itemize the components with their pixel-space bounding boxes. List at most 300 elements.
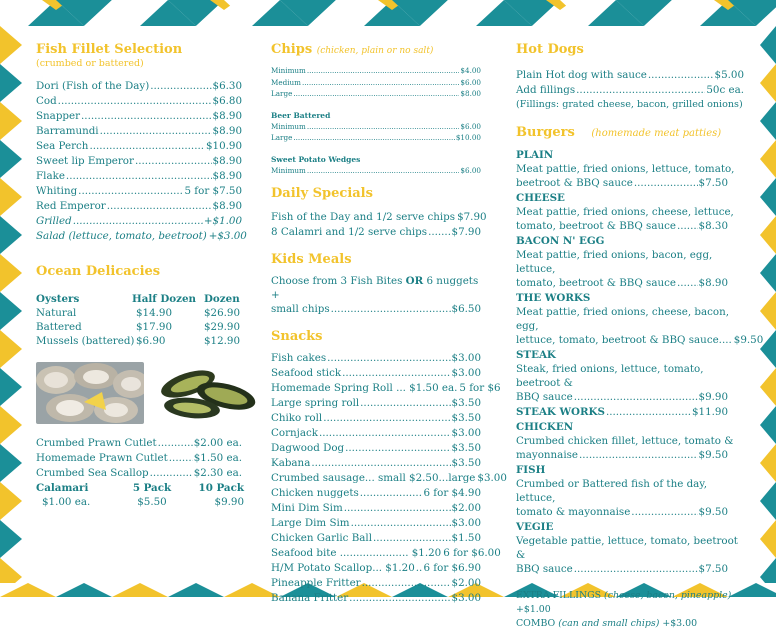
sweet-item-leader [307,165,460,177]
snack-item-price: $3.00 [451,427,481,439]
right-triangle [760,140,776,178]
fish-item-price: $6.30 [212,80,242,92]
fish-item-price: $8.90 [212,155,242,167]
snack-item [271,381,501,396]
beer-battered-list [271,121,481,144]
snack-item-label: Crumbed sausage... small $2.50...large [271,472,476,484]
burger-price: $8.90 [698,277,728,289]
snack-item-price: 6 for $6.00 [443,547,501,559]
kids-or: OR [405,275,424,287]
snack-item-label: Chicken nuggets [271,487,359,499]
snack-item-label: Fish cakes [271,352,327,364]
ocean-title: Ocean Delicacies [36,264,161,279]
hotdog-item-leader [648,68,714,83]
left-triangle [0,368,22,406]
snack-item-leader [349,591,450,606]
burger-item [516,291,764,348]
burger-price: $9.50 [698,506,728,518]
snack-item [271,396,481,411]
burger-item [516,148,740,191]
burger-price: $9.90 [698,391,728,403]
burger-desc-line1: Meat pattie, fried onions, cheese, lettuce, [516,206,734,218]
chips-size-item [271,88,481,100]
burger-desc-line2 [516,333,764,348]
kids-line1-a: Choose from 3 Fish Bites [271,275,406,287]
special-item [271,225,481,240]
oyster-dozen-price: $12.90 [204,335,241,347]
right-triangle [760,64,776,102]
burger-desc-line2 [516,448,728,463]
snack-item-leader [416,561,423,576]
hotdog-item [516,83,744,98]
fish-item-label: Snapper [36,110,81,122]
hotdog-item-label: Plain Hot dog with sauce [516,69,647,81]
column-left [36,42,247,509]
sweet-potato-title: Sweet Potato Wedges [271,154,361,164]
oysters-photo [36,362,144,424]
burger-desc-line1: Steak, fried onions, lettuce, tomato, beetroot & [516,363,704,389]
burger-desc-line2 [516,219,728,234]
fish-item [36,229,247,244]
burger-name: FISH [516,464,546,476]
steak-works-line [516,405,728,420]
specials-title: Daily Specials [271,186,373,201]
snack-item [271,456,481,471]
fish-item [36,94,242,109]
beer-item-price: $6.00 [460,121,481,131]
snack-item [271,546,501,561]
fish-item-leader [135,154,212,169]
chips-title-text: Chips [271,42,313,57]
snack-item-price: 5 for $6 [459,382,501,394]
calamari-each: $1.00 ea. [42,496,91,508]
snack-item [271,591,481,606]
snack-item-label: Large spring roll [271,397,360,409]
snack-item-price: $3.00 [451,352,481,364]
burger-item [516,348,740,405]
chips-size-item-leader [307,65,460,77]
burger-desc-line1: Crumbed or Battered fish of the day, lettuce, [516,478,708,504]
beer-item-leader [293,132,454,144]
beer-item [271,132,481,144]
snack-item [271,441,481,456]
calamari-5pack-price: $5.50 [137,496,167,508]
right-triangle [760,368,776,406]
chips-size-item-price: $8.00 [460,89,481,98]
right-triangle [760,178,776,216]
steak-works-name: STEAK WORKS [516,406,605,418]
left-triangle [0,254,22,292]
left-triangle [0,444,22,482]
snack-item-label: Cornjack [271,427,318,439]
burgers-title-text: Burgers [516,125,575,140]
burger-list-2 [516,420,740,577]
beer-item [271,121,481,133]
ocean-item-leader [169,451,193,466]
burger-price: $9.50 [733,334,764,346]
burger-name: CHEESE [516,192,565,204]
chips-size-item-label: Medium [271,77,301,87]
hotdogs-title: Hot Dogs [516,42,584,57]
snack-item-label: Homemade Spring Roll ... $1.50 ea. [271,382,458,394]
beer-item-label: Minimum [271,121,306,131]
left-triangle [0,140,22,178]
burger-name: PLAIN [516,149,554,161]
kids-line1-b: 6 nuggets + [271,275,479,301]
combo-label: COMBO [516,618,556,629]
snack-item-leader [345,441,450,456]
burgers-title [516,125,744,142]
burger-desc-line1: Vegetable pattie, lettuce, tomato, beetroot & [516,535,738,561]
burger-price: $7.50 [698,563,728,575]
burger-name: STEAK [516,349,556,361]
fish-item-label: Whiting [36,185,78,197]
beer-item-label: Large [271,133,293,142]
special-item-price: $7.90 [457,211,487,223]
right-triangle [760,558,776,583]
bottom-triangle [0,583,56,597]
combo-line [516,617,744,631]
fish-item-leader [89,139,205,154]
fish-item-price: +$3.00 [208,230,247,242]
fish-item [36,199,242,214]
bottom-triangle [56,583,112,597]
fish-fillet-title: Fish Fillet Selection [36,42,183,57]
oyster-type: Mussels (battered) [36,335,135,347]
left-triangle [0,520,22,558]
right-triangle [760,26,776,64]
snack-item-price: $3.50 [451,412,481,424]
chips-block [271,65,481,176]
burger-desc-line2 [516,276,728,291]
hotdog-item-price: 50c ea. [706,84,744,96]
column-middle [271,42,507,606]
burger-desc-line2 [516,562,728,577]
left-triangle [0,558,22,583]
oysters-header [36,292,242,306]
fish-item [36,214,242,229]
ocean-item-leader [158,436,193,451]
fish-item-label: Flake [36,170,65,182]
snack-item [271,576,481,591]
oysters-header-name: Oysters [36,293,80,305]
left-triangle [0,64,22,102]
left-triangle [0,26,22,64]
ocean-item-label: Homemade Prawn Cutlet [36,452,168,464]
fish-item [36,154,242,169]
oyster-row [36,306,242,320]
sweet-potato-list [271,165,481,177]
fish-item-label: Red Emperor [36,200,106,212]
fish-item-price: 5 for $7.50 [184,185,242,197]
snack-item-leader [323,411,450,426]
burger-desc-line1: Meat pattie, fried onions, cheese, bacon, egg, [516,306,730,332]
right-triangle [760,216,776,254]
fish-item-label: Salad (lettuce, tomato, beetroot) [36,230,207,242]
sweet-item-price: $6.00 [460,165,481,175]
kids-line2: small chips [271,303,330,315]
fish-item [36,79,242,94]
snack-item-label: Banana Fritter [271,592,349,604]
chips-subtitle: (chicken, plain or no salt) [316,46,434,56]
left-triangle [0,482,22,520]
special-item-price: $7.90 [451,226,481,238]
burger-name: VEGIE [516,521,554,533]
specials-list [271,210,487,240]
burger-desc-line2-text: tomato, beetroot & BBQ sauce [516,277,676,289]
sweet-item-label: Minimum [271,165,306,175]
fish-item [36,109,242,124]
burger-name: CHICKEN [516,421,574,433]
calamari-header-name: Calamari [36,482,89,494]
burger-price: $8.30 [698,220,728,232]
burger-desc-line2-text: tomato & mayonnaise [516,506,631,518]
fish-item [36,169,242,184]
calamari-header-5pack: 5 Pack [132,482,172,494]
calamari-row [36,495,242,509]
snack-item-label: Seafood bite ..................... $1.20 [271,547,442,559]
left-triangle [0,102,22,140]
snack-item [271,531,481,546]
fish-item-leader [107,199,212,214]
beer-battered-title: Beer Battered [271,110,331,120]
burger-name: BACON N' EGG [516,235,605,247]
hotdog-item-label: Add fillings [516,84,576,96]
fish-item-label: Sea Perch [36,140,89,152]
burger-desc-line2-text: lettuce, tomato, beetroot & BBQ sauce.... [516,334,732,346]
snack-item [271,516,481,531]
ocean-item-price: $2.00 ea. [193,437,242,449]
fish-item-price: $6.80 [212,95,242,107]
special-item-label: Fish of the Day and 1/2 serve chips [271,211,456,223]
burger-desc-line2 [516,390,728,405]
fish-item-price: $10.90 [205,140,242,152]
burger-desc-line2-text: mayonnaise [516,449,578,461]
burger-desc-line2-text: BBQ sauce [516,391,573,403]
snack-item-label: Kabana [271,457,311,469]
burger-name: THE WORKS [516,292,591,304]
fish-item-price: $8.90 [212,200,242,212]
chips-size-item-leader [293,88,459,100]
kids-title: Kids Meals [271,252,352,267]
snack-item-leader [327,351,450,366]
snack-item-price: $2.00 [451,577,481,589]
snack-item-label: H/M Potato Scallop... $1.20 [271,562,415,574]
beer-item-leader [307,121,460,133]
snack-item-label: Large Dim Sim [271,517,350,529]
right-triangle [760,254,776,292]
oyster-row [36,320,242,334]
kids-price-line [271,302,481,317]
hotdog-item-price: $5.00 [714,69,744,81]
calamari-10pack-price: $9.90 [214,496,244,508]
kids-price: $6.50 [451,303,481,315]
oyster-type: Battered [36,321,82,333]
burger-list [516,148,764,405]
fish-item-price: $8.90 [212,170,242,182]
fish-item-leader [150,79,211,94]
right-triangle [760,292,776,330]
burger-desc-line1: Crumbed chicken fillet, lettuce, tomato & [516,435,734,447]
burger-desc-line2-text: tomato, beetroot & BBQ sauce [516,220,676,232]
burger-item [516,463,740,520]
snack-item-price: $1.50 [451,532,481,544]
extra-fillings-label: EXTRA FILLINGS [516,590,602,601]
oyster-type: Natural [36,307,77,319]
extra-fillings-line [516,589,744,617]
right-triangle [760,520,776,558]
snack-item-leader [373,531,451,546]
hotdogs-note: (Fillings: grated cheese, bacon, grilled onions) [516,99,743,110]
oyster-half-price: $17.90 [136,321,173,333]
snack-item [271,411,481,426]
snack-item-leader [360,396,450,411]
chips-title [271,42,481,59]
snack-item-price: $3.00 [451,592,481,604]
snack-item [271,486,481,501]
chips-size-item [271,65,481,77]
left-triangle-band [0,26,22,583]
snack-item-label: Chicken Garlic Ball [271,532,373,544]
oyster-dozen-price: $29.90 [204,321,241,333]
snack-item-label: Pineapple Fritter [271,577,361,589]
fish-item [36,124,242,139]
calamari-header-10pack: 10 Pack [198,482,244,494]
mussels-photo [152,362,260,424]
chips-sizes [271,65,481,100]
snacks-title: Snacks [271,329,323,344]
fish-item-price: $8.90 [212,110,242,122]
snacks-list [271,351,507,606]
oyster-half-price: $14.90 [136,307,173,319]
ocean-item [36,451,242,466]
snack-item-price: $3.00 [477,472,507,484]
column-right [516,42,764,631]
combo-price: +$3.00 [662,618,698,629]
chips-size-item-price: $4.00 [460,66,481,75]
snack-item-price: $3.50 [451,397,481,409]
left-triangle [0,216,22,254]
oyster-row [36,334,242,348]
fish-item-leader [73,214,203,229]
burger-price: $9.50 [698,449,728,461]
snack-item-price: 6 for $6.90 [423,562,481,574]
ocean-item-price: $1.50 ea. [193,452,242,464]
fish-item-label: Dori (Fish of the Day) [36,80,150,92]
right-triangle [760,482,776,520]
hotdog-list [516,68,744,98]
snack-item-leader [311,456,450,471]
snack-item-leader [351,516,451,531]
burger-item [516,520,740,577]
snack-item-price: $3.00 [451,517,481,529]
snack-item-leader [342,366,450,381]
special-item-leader [428,225,450,240]
ocean-item-price: $2.30 ea. [193,467,242,479]
snack-item [271,351,481,366]
snack-item [271,366,481,381]
hotdog-item-leader [576,83,705,98]
fish-item-label: Sweet lip Emperor [36,155,134,167]
bottom-triangle [168,583,224,597]
fish-item-label: Cod [36,95,57,107]
beer-item-price: $10.00 [455,133,481,142]
fish-fillet-list [36,79,247,244]
burger-desc-line2 [516,505,728,520]
ocean-item [36,436,242,451]
oysters-table [36,292,242,348]
right-triangle [760,406,776,444]
snack-item [271,501,481,516]
extras-block [516,589,744,631]
fish-item-leader [66,169,212,184]
snack-item-label: Dagwood Dog [271,442,345,454]
fish-item-leader [81,109,211,124]
oysters-rows [36,306,242,348]
chips-size-item-price: $6.00 [460,77,481,87]
right-triangle-band [760,26,776,583]
calamari-header [36,481,242,495]
steak-works-price: $11.90 [691,406,728,418]
fish-item-leader [78,184,183,199]
special-item [271,210,487,225]
snack-item-price: $3.50 [451,442,481,454]
ocean-item-label: Crumbed Sea Scallop [36,467,149,479]
left-triangle [0,406,22,444]
combo-detail: (can and small chips) [558,618,660,629]
hotdog-item [516,68,744,83]
oysters-header-dozen: Dozen [204,293,240,305]
fish-item-leader [100,124,212,139]
fish-item-label: Barramundi [36,125,99,137]
burger-item [516,191,740,234]
oyster-dozen-price: $26.90 [204,307,241,319]
snack-item-leader [319,426,451,441]
kids-description [271,274,481,302]
ocean-item-leader [150,466,193,481]
snack-item-price: $2.00 [451,502,481,514]
extra-fillings-detail: (cheese, bacon, pineapple) [604,590,732,601]
snack-item-leader [344,501,451,516]
bottom-triangle [112,583,168,597]
snack-item-price: $3.50 [451,457,481,469]
snack-item-label: Mini Dim Sim [271,502,343,514]
chips-size-item [271,77,481,89]
special-item-label: 8 Calamri and 1/2 serve chips [271,226,428,238]
burger-desc-line2-text: BBQ sauce [516,563,573,575]
ocean-item-label: Crumbed Prawn Cutlet [36,437,157,449]
burger-desc-line1: Meat pattie, fried onions, lettuce, tomato, [516,163,735,175]
fish-item-price: +$1.00 [203,215,242,227]
right-triangle [760,102,776,140]
snack-item [271,471,507,486]
fish-fillet-subtitle: (crumbed or battered) [36,58,144,69]
chips-size-item-label: Minimum [271,66,306,75]
snack-item-price: $3.00 [451,367,481,379]
ocean-item [36,466,242,481]
chips-size-item-label: Large [271,89,293,98]
fish-item [36,184,242,199]
snack-item-label: Seafood stick [271,367,342,379]
left-triangle [0,330,22,368]
left-triangle [0,292,22,330]
burgers-subtitle: (homemade meat patties) [591,128,722,139]
snack-item [271,426,481,441]
burger-desc-line2-text: beetroot & BBQ sauce [516,177,633,189]
snack-item-leader [362,576,451,591]
chips-size-item-leader [302,77,459,89]
fish-item [36,139,242,154]
